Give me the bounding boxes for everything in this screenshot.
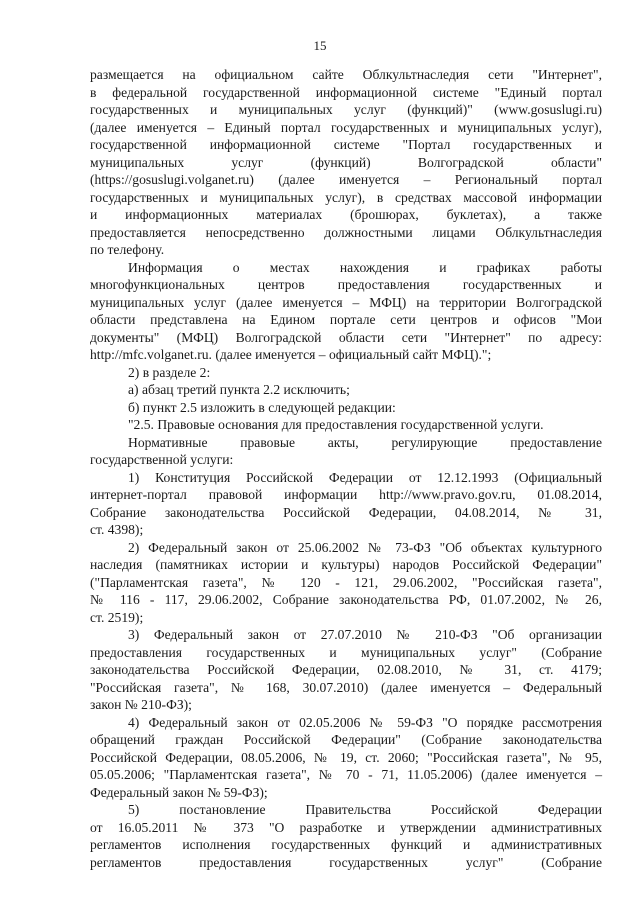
text-line: 4) Федеральный закон от 02.05.2006 № 59-ФЗ "О порядке рассмотрения — [128, 714, 602, 730]
text-line: интернет-портал правовой информации http://www.pravo.gov.ru, 01.08.2014, — [90, 487, 602, 502]
text-line: б) пункт 2.5 изложить в следующей редакции: — [128, 399, 396, 415]
text-line: государственной информационной системе "Портал государственных и — [90, 137, 602, 152]
text-line: а) абзац третий пункта 2.2 исключить; — [128, 382, 350, 397]
text-line: обращений граждан Российской Федерации" (Собрание законодательства — [90, 732, 602, 747]
text-line: регламентов исполнения государственных функций и административных — [90, 837, 602, 852]
text-line: Нормативные правовые акты, регулирующие предоставление — [128, 434, 602, 450]
text-line: от 16.05.2011 № 373 "О разработке и утверждении административных — [90, 819, 602, 835]
text-line: 2) Федеральный закон от 25.06.2002 № 73-ФЗ "Об объектах культурного — [128, 539, 602, 555]
text-line: регламентов предоставления государственных услуг" (Собрание — [90, 854, 602, 870]
text-line: (далее именуется – Единый портал государственных и муниципальных услуг), — [90, 119, 602, 135]
text-line: предоставляется непосредственно должностными лицами Облкультнаследия — [90, 224, 602, 240]
text-line: в федеральной государственной информационной системе "Единый портал — [90, 84, 602, 100]
text-line: и информационных материалах (брошюрах, буклетах), а также — [90, 207, 602, 222]
text-line: законодательства Российской Федерации, 02.08.2010, № 31, ст. 4179; — [90, 662, 602, 677]
text-line: по телефону. — [90, 242, 165, 257]
text-line: ст. 2519); — [90, 609, 144, 625]
text-line: Собрание законодательства Российской Федерации, 04.08.2014, № 31, — [90, 504, 602, 520]
text-line: размещается на официальном сайте Облкультнаследия сети "Интернет", — [90, 67, 602, 82]
text-line: "2.5. Правовые основания для предоставления государственной услуги. — [128, 417, 544, 432]
text-line: Российской Федерации, 08.05.2006, № 19, ст. 2060; "Российская газета", № 95, — [90, 749, 602, 765]
text-line: 1) Конституция Российской Федерации от 12.12.1993 (Официальный — [128, 469, 602, 485]
text-line: муниципальных услуг (далее именуется – МФЦ) на территории Волгоградской — [90, 294, 602, 310]
text-line: 2) в разделе 2: — [128, 364, 211, 380]
text-line: 5) постановление Правительства Российской Федерации — [128, 802, 602, 817]
text-line: http://mfc.volganet.ru. (далее именуется – официальный сайт МФЦ)."; — [90, 347, 492, 362]
page-number: 15 — [313, 38, 327, 53]
text-line: "Российская газета", № 168, 30.07.2010) (далее именуется – Федеральный — [90, 679, 602, 695]
text-line: Федеральный закон № 59-ФЗ); — [90, 784, 268, 800]
text-line: закон № 210-ФЗ); — [90, 697, 192, 712]
text-line: предоставления государственных и муниципальных услуг" (Собрание — [90, 644, 602, 660]
text-line: многофункциональных центров предоставления государственных и — [90, 277, 602, 292]
text-line: ст. 4398); — [90, 522, 144, 537]
text-line: Информация о местах нахождения и графиках работы — [128, 259, 602, 275]
text-line: документы" (МФЦ) Волгоградской области сети "Интернет" по адресу: — [90, 329, 602, 345]
text-line: области представлена на Едином портале сети центров и офисов "Мои — [90, 312, 602, 327]
text-line: наследия (памятниках истории и культуры) народов Российской Федерации" — [90, 557, 602, 572]
text-line: 3) Федеральный закон от 27.07.2010 № 210-ФЗ "Об организации — [128, 627, 602, 642]
text-line: 05.05.2006; "Парламентская газета", № 70 - 71, 11.05.2006) (далее именуется – — [90, 767, 602, 782]
text-line: (https://gosuslugi.volganet.ru) (далее именуется – Региональный портал — [90, 172, 602, 187]
text-line: № 116 - 117, 29.06.2002, Собрание законодательства РФ, 01.07.2002, № 26, — [90, 592, 602, 607]
text-line: муниципальных услуг (функций) Волгоградской области" — [90, 154, 602, 170]
text-line: государственной услуги: — [90, 452, 234, 467]
document-body — [90, 66, 602, 871]
text-line: государственных и муниципальных услуг), в средствах массовой информации — [90, 189, 602, 205]
text-line: государственных и муниципальных услуг (функций)" (www.gosuslugi.ru) — [90, 102, 602, 117]
text-line: ("Парламентская газета", № 120 - 121, 29.06.2002, "Российская газета", — [90, 574, 602, 590]
